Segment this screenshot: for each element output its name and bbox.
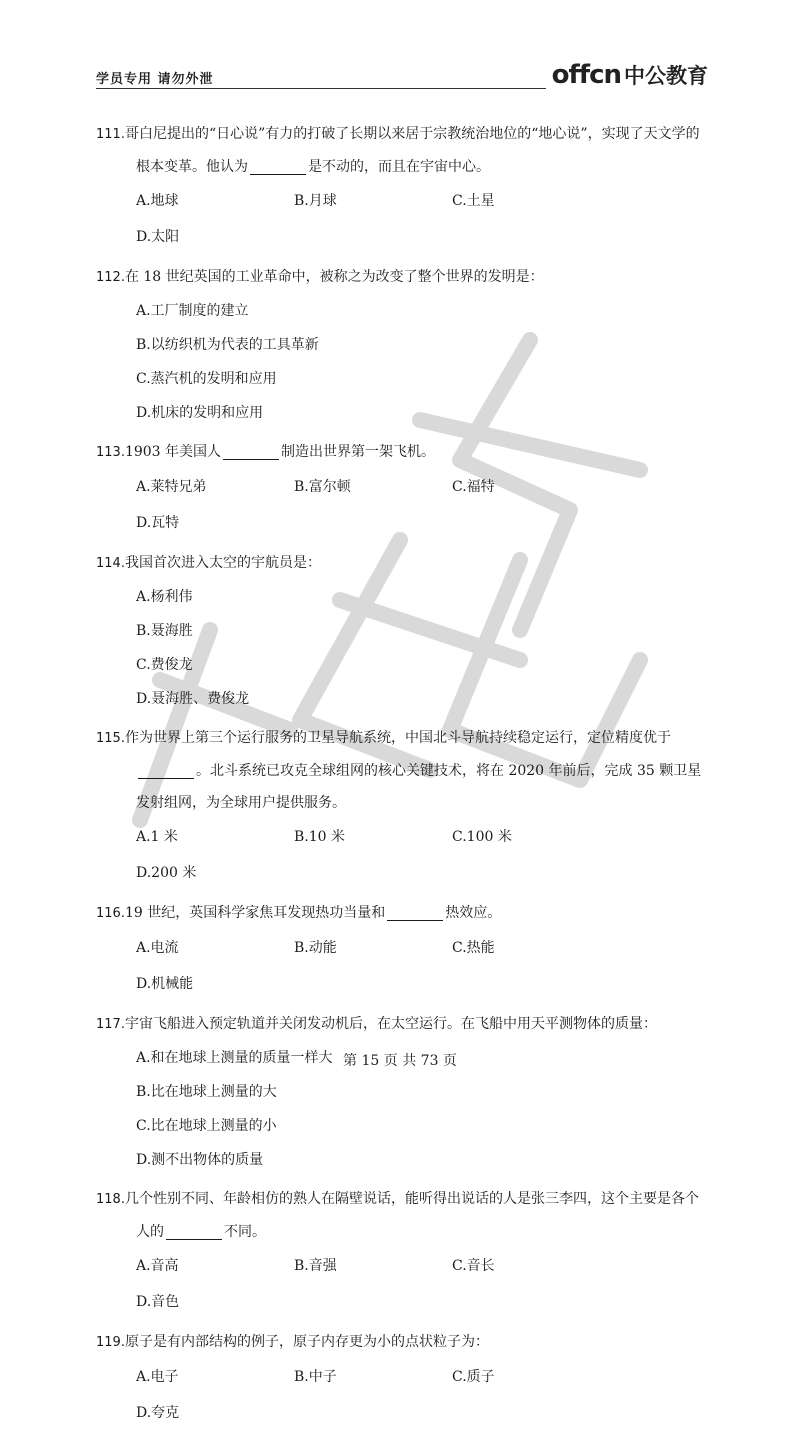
question-text: 不同。 (224, 1224, 266, 1240)
logo-text-cn: 中公教育 (624, 64, 708, 88)
question-stem (96, 897, 706, 930)
option-item: C.蒸汽机的发明和应用 (136, 371, 277, 387)
option-item: B.中子 (294, 1369, 337, 1385)
option-list (96, 1248, 706, 1320)
question-number: 118. (96, 1192, 125, 1207)
option-item: A.工厂制度的建立 (136, 303, 249, 319)
answer-blank (223, 445, 279, 460)
question-item (96, 897, 706, 1002)
question-item (96, 1008, 706, 1177)
question-stem (96, 1183, 706, 1248)
option-list (96, 580, 706, 716)
question-text: 热效应。 (445, 905, 502, 921)
option-item: C.福特 (452, 479, 495, 495)
answer-blank (387, 906, 443, 921)
option-item: A.1 米 (136, 829, 178, 845)
question-stem (96, 1008, 706, 1041)
option-item: C.土星 (452, 193, 495, 209)
question-list (96, 118, 706, 1437)
option-item: D.音色 (136, 1294, 180, 1310)
answer-blank (138, 764, 194, 779)
answer-blank (166, 1225, 222, 1240)
logo-text-en: offcn (551, 60, 621, 90)
option-list (96, 819, 706, 891)
question-text: 。北斗系统已攻克全球组网的核心关键技术，将在 2020 年前后，完成 35 颗卫星发射组网，为全球用户提供服务。 (136, 763, 702, 811)
option-item: A.电流 (136, 940, 179, 956)
question-text: 哥白尼提出的“日心说”有力的打破了长期以来居于宗教统治地位的“地心说”，实现了天文学的根本变革。他认为 (124, 126, 700, 175)
question-number: 111. (96, 127, 125, 142)
option-item: B.10 米 (294, 829, 346, 845)
question-number: 116. (96, 906, 125, 921)
question-number: 119. (96, 1335, 125, 1350)
option-list (96, 183, 706, 255)
option-item: B.动能 (294, 940, 337, 956)
question-stem (96, 118, 706, 183)
question-text: 我国首次进入太空的宇航员是： (124, 555, 321, 571)
option-list (96, 294, 706, 430)
header-notice: 学员专用 请勿外泄 (96, 72, 214, 87)
question-item (96, 436, 706, 541)
option-item: B.音强 (294, 1258, 337, 1274)
option-list (96, 469, 706, 541)
option-item: A.地球 (136, 193, 179, 209)
option-item: C.比在地球上测量的小 (136, 1118, 277, 1134)
question-item (96, 547, 706, 716)
question-text: 在 18 世纪英国的工业革命中，被称之为改变了整个世界的发明是： (124, 269, 544, 285)
question-number: 115. (96, 731, 125, 746)
page-number: 第 15 页 共 73 页 (343, 1053, 457, 1069)
question-text: 1903 年美国人 (124, 444, 222, 460)
question-stem (96, 436, 706, 469)
question-item (96, 1326, 706, 1431)
option-item: C.100 米 (452, 829, 512, 845)
option-item: D.太阳 (136, 229, 180, 245)
option-item: D.机床的发明和应用 (136, 405, 264, 421)
option-item: C.质子 (452, 1369, 495, 1385)
question-number: 117. (96, 1017, 125, 1032)
option-list (96, 930, 706, 1002)
option-item: A.音高 (136, 1258, 179, 1274)
question-item (96, 722, 706, 891)
question-stem (96, 1326, 706, 1359)
option-item: C.音长 (452, 1258, 495, 1274)
question-number: 112. (96, 270, 125, 285)
question-text: 19 世纪，英国科学家焦耳发现热功当量和 (124, 905, 386, 921)
header-rule (96, 88, 546, 89)
option-item: C.热能 (452, 940, 495, 956)
option-item: A.和在地球上测量的质量一样大 (136, 1050, 333, 1066)
question-stem (96, 722, 706, 819)
question-text: 是不动的，而且在宇宙中心。 (308, 159, 490, 175)
option-list (96, 1359, 706, 1431)
option-item: B.以纺织机为代表的工具革新 (136, 337, 319, 353)
question-text: 宇宙飞船进入预定轨道并关闭发动机后，在太空运行。在飞船中用天平测物体的质量： (124, 1016, 657, 1032)
option-item: D.夸克 (136, 1405, 180, 1421)
question-item (96, 118, 706, 255)
option-item: A.电子 (136, 1369, 179, 1385)
question-item (96, 261, 706, 430)
option-item: A.莱特兄弟 (136, 479, 207, 495)
question-stem (96, 261, 706, 294)
question-item (96, 1183, 706, 1320)
question-number: 113. (96, 445, 125, 460)
option-item: C.费俊龙 (136, 657, 193, 673)
option-item: D.瓦特 (136, 515, 180, 531)
question-text: 制造出世界第一架飞机。 (281, 444, 436, 460)
question-text: 作为世界上第三个运行服务的卫星导航系统，中国北斗导航持续稳定运行，定位精度优于 (124, 730, 671, 746)
option-item: B.聂海胜 (136, 623, 193, 639)
question-text: 几个性别不同、年龄相仿的熟人在隔壁说话，能听得出说话的人是张三李四，这个主要是各个人的 (124, 1191, 699, 1240)
offcn-logo (552, 60, 708, 90)
option-item: B.月球 (294, 193, 337, 209)
option-item: D.机械能 (136, 976, 194, 992)
question-stem (96, 547, 706, 580)
option-item: B.比在地球上测量的大 (136, 1084, 277, 1100)
option-item: D.聂海胜、费俊龙 (136, 691, 250, 707)
question-number: 114. (96, 556, 125, 571)
option-item: A.杨利伟 (136, 589, 193, 605)
page-header (96, 58, 708, 90)
question-text: 原子是有内部结构的例子，原子内存更为小的点状粒子为： (124, 1334, 489, 1350)
option-item: B.富尔顿 (294, 479, 351, 495)
answer-blank (250, 160, 306, 175)
option-item: D.200 米 (136, 865, 197, 881)
option-item: D.测不出物体的质量 (136, 1152, 264, 1168)
